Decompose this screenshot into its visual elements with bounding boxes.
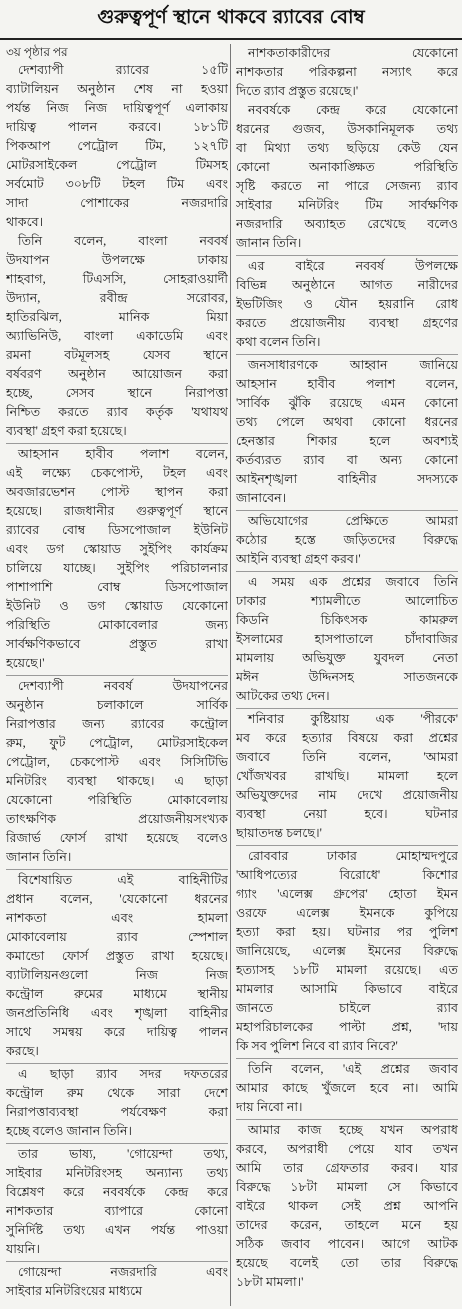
text-line: সুনির্দিষ্ট তথ্য এখন পর্যন্ত পাওয়া [6, 1223, 228, 1237]
text-line: জবাবে তিনি বলেন, 'আমরা [236, 750, 458, 764]
text-line: অভিযুক্তদের নাম দেখে প্রয়োজনীয় [236, 788, 458, 802]
text-line: ওরফে এলেক্স ইমনকে কুপিয়ে [236, 906, 458, 920]
column-divider [230, 44, 231, 1306]
text-line: ব্যবস্থা' গ্রহণ করা হয়েছে। [6, 424, 127, 438]
text-line: অনুষ্ঠান চলাকালে সার্বিক [6, 698, 228, 712]
paragraph [236, 510, 458, 569]
text-line: করছে। [6, 1044, 39, 1058]
text-line: মনিটরিং ব্যবস্থা থাকছে। এ ছাড়া [6, 774, 228, 788]
text-line: থাকবে। [6, 215, 44, 229]
paragraph [6, 869, 228, 1061]
text-line: দেশব্যাপী নববর্ষ উদযাপনের [18, 679, 228, 693]
text-line: অবজারভেশন পোস্ট স্থাপন করা [6, 485, 228, 499]
text-line: পেট্রোল, চেকপোস্ট এবং সিসিটিভি [6, 755, 228, 769]
text-line: ধরনের গুজব, উসকানিমূলক তথ্য [236, 122, 458, 136]
text-line: উদযাপন উপলক্ষে ঢাকায় [6, 253, 228, 267]
text-line: কন্ট্রোল রুম থেকে সারা দেশে [6, 1086, 228, 1100]
text-line: উদ্যান, রবীন্দ্র সরোবর, [6, 291, 228, 305]
paragraph [236, 354, 458, 508]
text-line: ব্যবস্থা নেয়া হবে। ঘটনার [236, 807, 458, 821]
text-line: আইনশৃঙ্খলা বাহিনীর সদস্যকে [236, 472, 458, 486]
text-line: পর্যন্ত নিজ নিজ দায়িত্বপূর্ণ এলাকায় [6, 101, 228, 115]
text-line: রুম, ফুট পেট্রোল, মোটরসাইকেল [6, 736, 228, 750]
text-line: ব্যাটালিয়ন অনুষ্ঠান শেষ না হওয়া [6, 82, 228, 96]
text-line: যায়নি। [6, 1242, 40, 1256]
text-line: জানাবেন। [236, 491, 287, 505]
text-line: নাশকতা এবং হামলা [6, 911, 228, 925]
text-line: গ্যাং 'এলেক্স গ্রুপের' হোতা ইমন [236, 887, 458, 901]
text-line: দায়িত্ব পালন করবে। ১৮১টি [6, 120, 228, 134]
text-line: তাদের করেন, তাহলে মনে হয় [236, 1218, 458, 1232]
text-line: আমার কাছে খুঁজলে হবে না। আমি [236, 1081, 458, 1095]
text-line: মব করে হত্যার বিষয়ে করা প্রশ্নের [236, 731, 458, 745]
text-line: আমি তার গ্রেফতার করব। যার [236, 1161, 458, 1175]
text-line: দিতে র‍্যাব প্রস্তুত রয়েছে।' [236, 84, 359, 98]
text-line: অভিযোগের প্রেক্ষিতে আমরা [248, 514, 458, 528]
text-line: তিনি বলেন, বাংলা নববর্ষ [18, 234, 228, 248]
text-line: প্রধান বলেন, 'যেকোনো ধরনের [6, 892, 228, 906]
text-line: হচ্ছে বলেও জানান তিনি। [6, 1124, 133, 1138]
paragraph [6, 61, 228, 232]
paragraph [236, 571, 458, 706]
text-line: জানতে চাইলে র‍্যাব [236, 1001, 458, 1015]
text-line: বাইরে থাকল সেই প্রশ্ন আপনি [236, 1199, 458, 1213]
text-line: নববর্ষকে কেন্দ্র করে যেকোনো [248, 103, 458, 117]
text-line: কথা বলেন তিনি। [236, 335, 321, 349]
text-line: ১৮টা মামলা।' [236, 1275, 304, 1289]
paragraph [6, 675, 228, 867]
column-left-body [6, 61, 228, 1301]
text-line: মঈন উদ্দিনসহ সাতজনকে [236, 670, 458, 684]
text-line: মোটরসাইকেল পেট্রোল টিমসহ [6, 158, 228, 172]
column-right-body [236, 44, 458, 1292]
paragraph [236, 255, 458, 352]
text-line: জনসাধারণকে আহ্বান জানিয়ে [248, 358, 458, 372]
text-line: হত্যাসহ ১৮টি মামলা রয়েছে। এত [236, 963, 458, 977]
text-line: বিরুদ্ধে ১৮টা মামলা সে কিভাবে [236, 1180, 458, 1194]
text-line: পাশাপাশি বোম্ব ডিসপোজাল [6, 580, 228, 594]
text-line: সঠিক জবাব পাবেন। আগে আটক [236, 1237, 458, 1251]
text-line: নাশকতার পরিকল্পনা নস্যাৎ করে [236, 65, 458, 79]
text-line: রমনা বটমূলসহ যেসব স্থানে [6, 348, 228, 362]
text-line: দেশব্যাপী র‍্যাবের ১৫টি [18, 63, 228, 77]
text-line: তার ভাষ্য, 'গোয়েন্দা তথ্য, [18, 1147, 228, 1161]
text-line: হত্যা করা হয়। ঘটনার পর পুলিশ [236, 925, 458, 939]
paragraph [236, 1119, 458, 1292]
text-line: বিশ্লেষণ করে নববর্ষকে কেন্দ্র করে [6, 1185, 228, 1199]
text-line: শনিবার কুষ্টিয়ায় এক 'পীরকে' [248, 712, 458, 726]
article-column-left [6, 44, 228, 1306]
text-line: ব্যাটালিয়নগুলো নিজ নিজ [6, 968, 228, 982]
paragraph [6, 1063, 228, 1141]
text-line: ঢাকার শ্যামলীতে আলোচিত [236, 594, 458, 608]
text-line: সাইবার মনিটরিংয়ের মাধ্যমে [6, 1284, 143, 1298]
text-line: সাদা পোশাকের নজরদারি [6, 196, 228, 210]
text-line: যেকোনো পরিস্থিতি মোকাবেলায় [6, 793, 228, 807]
text-line: জানান তিনি। [6, 850, 72, 864]
text-line: 'আধিপত্যের বিরোধে' কিশোর [236, 868, 458, 882]
text-line: 'সার্বিক ঝুঁকি রয়েছে এমন কোনো [236, 396, 458, 410]
paragraph [6, 1261, 228, 1301]
text-line: মামলায় অভিযুক্ত যুবদল নেতা [236, 651, 458, 665]
text-line: তিনি বলেন, 'এই প্রশ্নের জবাব [248, 1062, 458, 1076]
text-line: আইনি ব্যবস্থা গ্রহণ করব।' [236, 552, 361, 566]
text-line: কিডনি চিকিৎসক কামরুল [236, 613, 458, 627]
paragraph [6, 1143, 228, 1259]
headline: গুরুত্বপূর্ণ স্থানে থাকবে র‍্যাবের বোম্ব [0, 0, 462, 40]
text-line: হয়েছে বলেই তো তার বিরুদ্ধে [236, 1256, 458, 1270]
text-line: কোনো অনাকাঙ্ক্ষিত পরিস্থিতি [236, 160, 458, 174]
paragraph [6, 443, 228, 673]
text-line: জানান তিনি। [236, 236, 302, 250]
text-line: কমান্ডো ফোর্স প্রস্তুত রাখা হয়েছে। [6, 949, 228, 963]
text-line: আহসান হাবীব পলাশ বলেন, [236, 377, 458, 391]
text-line: দায় নিবো না। [236, 1100, 303, 1114]
text-line: চালিয়ে যাচ্ছে। সুইপিং পরিচালনার [6, 561, 228, 575]
text-line: বিশেষায়িত এই বাহিনীটির [18, 873, 228, 887]
text-line: কি সব পুলিশ নিবে বা র‍্যাব নিবে?' [236, 1039, 398, 1053]
text-line: অ্যাভিনিউ, বাংলা একাডেমি এবং [6, 329, 228, 343]
paragraph [236, 101, 458, 253]
text-line: সাইবার মনিটরিং টিম সার্বক্ষণিক [236, 198, 458, 212]
paragraph [6, 232, 228, 441]
text-line: এর বাইরে নববর্ষ উপলক্ষে [248, 259, 458, 273]
text-line: সাইবার মনিটরিংসহ অন্যান্য তথ্য [6, 1166, 228, 1180]
text-line: সাথে সমন্বয় করে দায়িত্ব পালন [6, 1025, 228, 1039]
text-line: হয়েছে। রাজধানীর গুরুত্বপূর্ণ স্থানে [6, 504, 228, 518]
text-line: এই লক্ষ্যে চেকপোস্ট, টহল এবং [6, 466, 228, 480]
text-line: ইভটিজিং ও যৌন হয়রানি রোধ [236, 297, 458, 311]
paragraph [236, 845, 458, 1056]
text-line: হয়েছে।' [6, 656, 45, 670]
paragraph [236, 1058, 458, 1117]
text-line: কন্ট্রোল রুমের মাধ্যমে স্থানীয় [6, 987, 228, 1001]
text-line: বা মিথ্যা তথ্য ছড়িয়ে কেউ যেন [236, 141, 458, 155]
text-line: খোঁজখবর রাখছি। মামলা হলে [236, 769, 458, 783]
text-line: জানিয়েছে, এলেক্স ইমনের বিরুদ্ধে [236, 944, 458, 958]
text-line: নজরদারি অব্যাহত রেখেছে বলেও [236, 217, 458, 231]
text-line: এবং ডগ স্কোয়াড সুইপিং কার্যক্রম [6, 542, 228, 556]
text-line: হেনস্তার শিকার হলে অবশ্যই [236, 434, 458, 448]
article-column-right [236, 44, 458, 1306]
text-line: নাশকতার ব্যাপারে কোনো [6, 1204, 228, 1218]
text-line: সৃষ্টি করতে না পারে সেজন্য র‍্যাব [236, 179, 458, 193]
text-line: কঠোর হস্তে জড়িতদের বিরুদ্ধে [236, 533, 458, 547]
text-line: আমার কাজ হচ্ছে যখন অপরাধ [248, 1123, 458, 1137]
text-line: ইউনিট ও ডগ স্কোয়াড যেকোনো [6, 599, 228, 613]
text-line: মহাপরিচালকের পাল্টা প্রশ্ন, 'দায় [236, 1020, 458, 1034]
continued-from-label: ৩য় পৃষ্ঠার পর [6, 45, 68, 59]
text-line: করতে প্রয়োজনীয় ব্যবস্থা গ্রহণের [236, 316, 458, 330]
text-line: হাতিরঝিল, মানিক মিয়া [6, 310, 228, 324]
text-line: বর্ষবরণ অনুষ্ঠান আয়োজন করা [6, 367, 228, 381]
text-line: রোববার ঢাকার মোহাম্মদপুরে [248, 849, 458, 863]
text-line: জনপ্রতিনিধি এবং শৃঙ্খলা বাহিনীর [6, 1006, 228, 1020]
paragraph [236, 708, 458, 843]
text-line: তথ্য পেলে অথবা কোনো ধরনের [236, 415, 458, 429]
text-line: নিরাপত্তার জন্য র‍্যাবের কন্ট্রোল [6, 717, 228, 731]
text-line: হচ্ছে, সেসব স্থানে নিরাপত্তা [6, 386, 228, 400]
text-line: পরিস্থিতি মোকাবেলার জন্য [6, 618, 228, 632]
text-line: গোয়েন্দা নজরদারি এবং [18, 1265, 228, 1279]
text-line: রিজার্ভ ফোর্স রাখা হয়েছে বলেও [6, 831, 228, 845]
text-line: পিকআপ পেট্রোল টিম, ১২৭টি [6, 139, 228, 153]
text-line: কর্তব্যরত র‍্যাব বা অন্য কোনো [236, 453, 458, 467]
text-line: মোকাবেলায় র‍্যাব স্পেশাল [6, 930, 228, 944]
text-line: তাৎক্ষণিক প্রয়োজনীয়সংখ্যক [6, 812, 228, 826]
paragraph [236, 44, 458, 101]
text-line: আহসান হাবীব পলাশ বলেন, [18, 447, 228, 461]
text-line: ছায়াতদন্ত চলছে।' [236, 826, 322, 840]
text-line: নাশকতাকারীদের যেকোনো [248, 46, 458, 60]
text-line: সর্বমোট ৩০৮টি টহল টিম এবং [6, 177, 228, 191]
text-line: ইসলামের হাসপাতালে চাঁদাবাজির [236, 632, 458, 646]
text-line: নিরাপত্তাব্যবস্থা পর্যবেক্ষণ করা [6, 1105, 228, 1119]
text-line: নিশ্চিত করতে র‍্যাব কর্তৃক 'যথাযথ [6, 405, 228, 419]
text-line: সার্বক্ষণিকভাবে প্রস্তুত রাখা [6, 637, 228, 651]
text-line: বিভিন্ন অনুষ্ঠানে আগত নারীদের [236, 278, 458, 292]
text-line: আটকের তথ্য দেন। [236, 689, 330, 703]
text-line: এ সময় এক প্রশ্নের জবাবে তিনি [248, 575, 458, 589]
text-line: মামলার আসামি কিভাবে বাইরে [236, 982, 458, 996]
text-line: র‍্যাবের বোম্ব ডিসপোজাল ইউনিট [6, 523, 228, 537]
text-line: করবে, অপরাধী পেয়ে যাব তখন [236, 1142, 458, 1156]
text-line: শাহবাগ, টিএসসি, সোহরাওয়ার্দী [6, 272, 228, 286]
text-line: এ ছাড়া র‍্যাব সদর দফতরের [18, 1067, 228, 1081]
